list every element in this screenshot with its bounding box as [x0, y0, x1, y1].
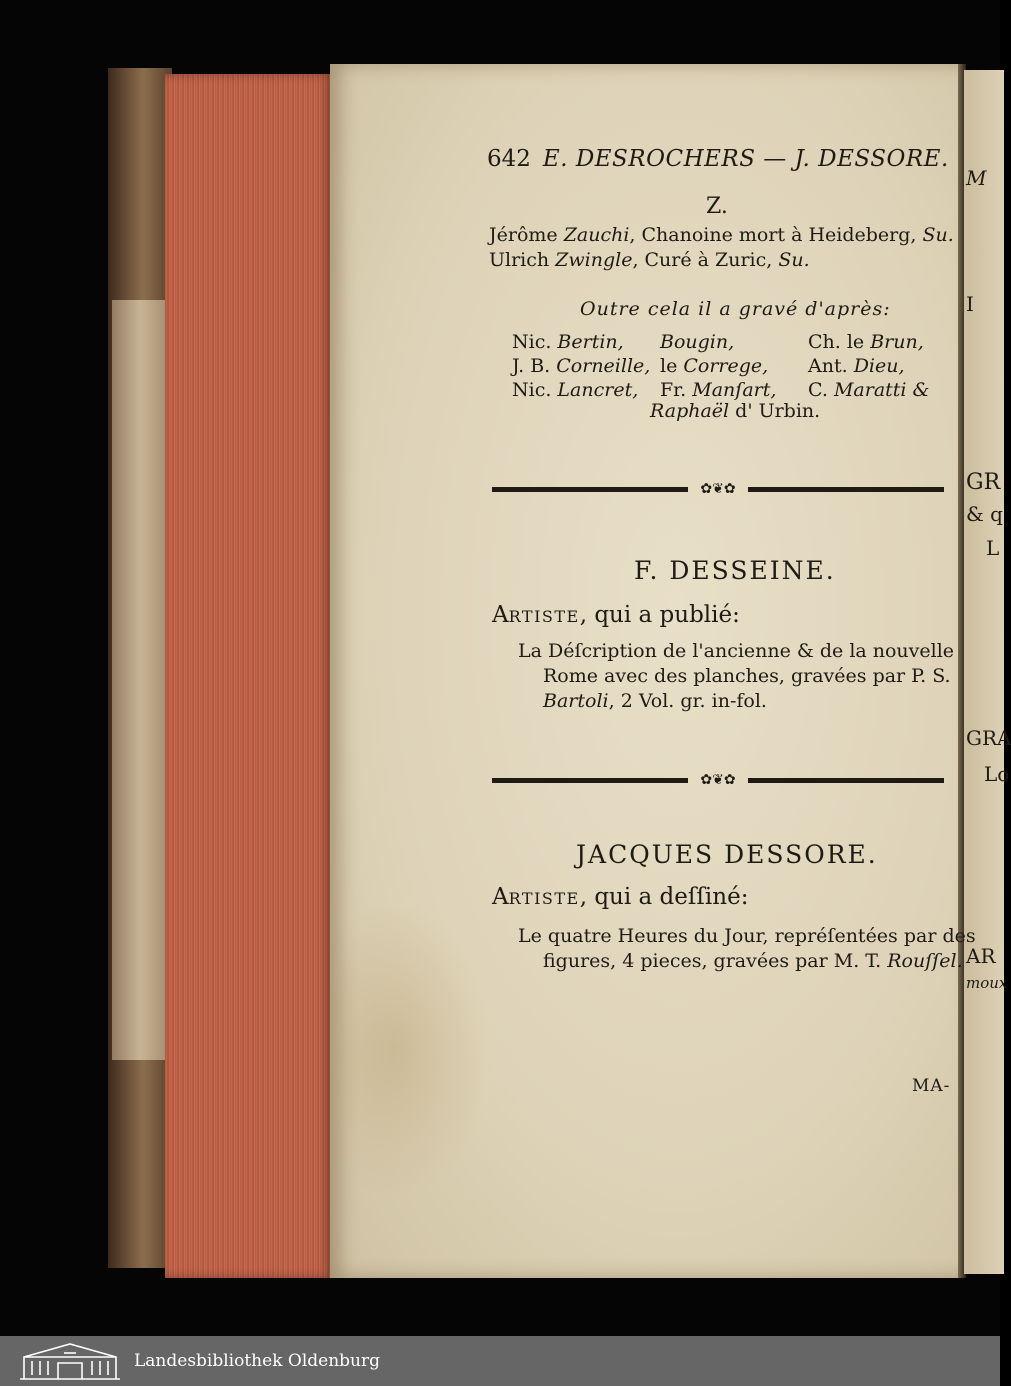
- entry-surname: Zauchi: [563, 224, 630, 246]
- entry-description: , Chanoine mort à Heideberg,: [629, 224, 923, 246]
- facing-fragment: AR: [966, 944, 996, 968]
- entry-tag: Su.: [922, 224, 954, 246]
- column-last-line: Raphaël d' Urbin.: [650, 400, 821, 422]
- column-name: Ant. Dieu,: [808, 355, 905, 377]
- facing-fragment: GR: [966, 470, 1001, 495]
- column-name: Ch. le Brun,: [808, 331, 924, 353]
- ornament-icon: ✿❦✿: [700, 772, 736, 788]
- artiste-line: ARTISTE, qui a publié:: [492, 602, 740, 628]
- facing-fragment: moux: [966, 974, 1008, 992]
- entry-line: [489, 249, 810, 271]
- entry-tag: Su.: [778, 249, 810, 271]
- ornamental-rule: [492, 482, 944, 496]
- text-line: La Déſcription de l'ancienne & de la nouvelle: [518, 640, 955, 662]
- column-name: Nic. Bertin,: [512, 331, 624, 353]
- text-line: Bartoli, 2 Vol. gr. in-fol.: [543, 690, 767, 712]
- ornament-icon: ✿❦✿: [700, 481, 736, 497]
- ornamental-rule: [492, 773, 944, 787]
- facing-page-fragment: [964, 70, 1011, 1274]
- column-name: C. Maratti &: [808, 379, 930, 401]
- artiste-line: ARTISTE, qui a deſſiné:: [492, 884, 749, 910]
- column-name: le Correge,: [660, 355, 769, 377]
- entry-surname: Zwingle: [555, 249, 633, 271]
- entry-first-name: Ulrich: [489, 249, 556, 271]
- entry-description: , Curé à Zuric,: [632, 249, 779, 271]
- subheading: Outre cela il a gravé d'après:: [580, 298, 891, 320]
- text-line: Rome avec des planches, gravées par P. S.: [543, 665, 951, 687]
- library-name: Landesbibliothek Oldenburg: [134, 1351, 381, 1371]
- text-line: figures, 4 pieces, gravées par M. T. Rouſſel.: [543, 950, 963, 972]
- column-name: J. B. Corneille,: [512, 355, 651, 377]
- facing-fragment: I: [966, 292, 974, 316]
- page-edges: [165, 74, 333, 1278]
- cover-paper-patch: [112, 300, 168, 1060]
- running-head: [487, 146, 949, 172]
- facing-fragment: GRA: [966, 726, 1011, 750]
- text-line: Le quatre Heures du Jour, repréſentées par des: [518, 925, 976, 947]
- section-letter: Z.: [706, 194, 728, 219]
- facing-fragment: L: [986, 536, 1000, 560]
- paper-stain: [330, 900, 490, 1200]
- catchword: MA-: [912, 1076, 951, 1096]
- facing-fragment: M: [966, 166, 987, 190]
- section-title: F. DESSEINE.: [634, 556, 836, 585]
- column-name: Bougin,: [660, 331, 735, 353]
- name-column: [512, 330, 650, 402]
- entry-first-name: Jérôme: [489, 224, 564, 246]
- entry-line: [489, 224, 954, 246]
- page-number: 642: [487, 146, 531, 172]
- column-name: Fr. Manſart,: [660, 379, 777, 401]
- running-title: E. DESROCHERS — J. DESSORE.: [542, 146, 949, 172]
- name-column: [660, 330, 776, 402]
- footer-bar: [0, 1336, 1000, 1386]
- facing-fragment: & q: [966, 502, 1003, 526]
- name-column: [808, 330, 929, 402]
- section-title: JACQUES DESSORE.: [576, 840, 878, 869]
- library-building-icon: [18, 1341, 122, 1381]
- facing-fragment: Lo: [984, 762, 1010, 786]
- column-name: Nic. Lancret,: [512, 379, 639, 401]
